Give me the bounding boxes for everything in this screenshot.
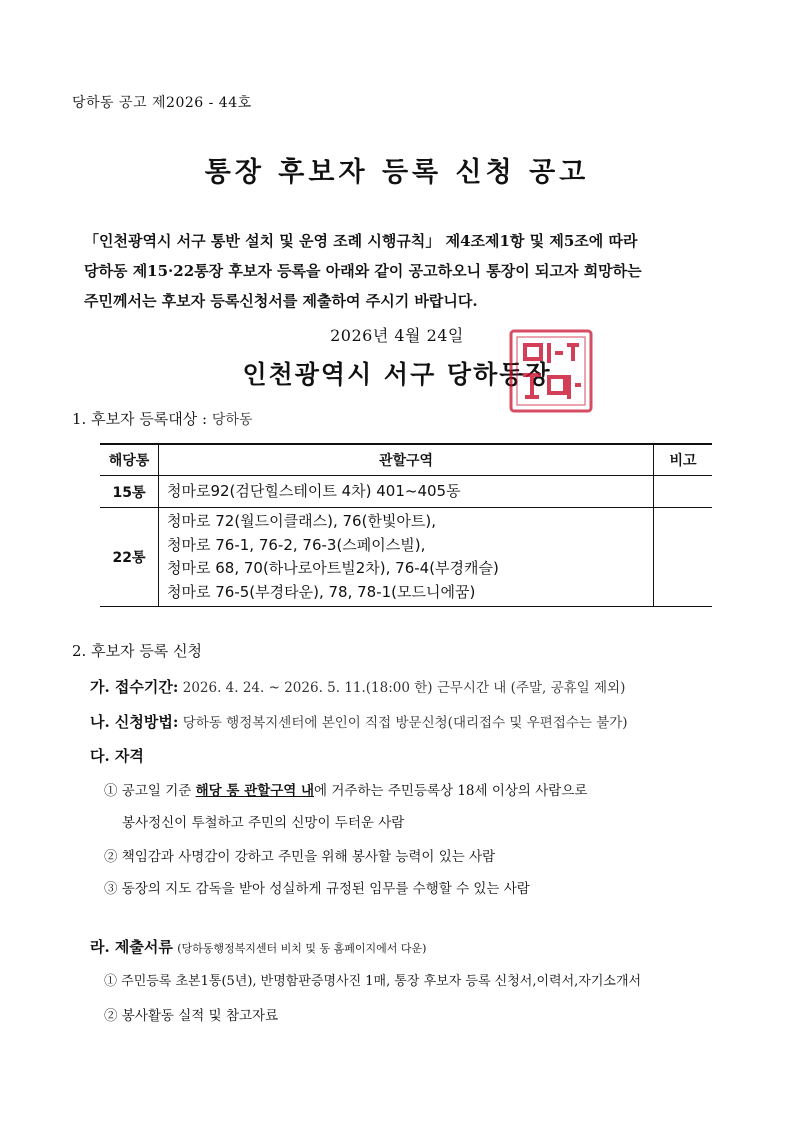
qualification-1-underline: 해당 통 관할구역 내: [195, 783, 315, 799]
intro-line-3: 주민께서는 후보자 등록신청서를 제출하여 주시기 바랍니다.: [84, 292, 478, 310]
note-cell: [654, 508, 713, 607]
area-line: 청마로 76-1, 76-2, 76-3(스페이스빌),: [167, 535, 426, 554]
official-seal-stamp: [505, 325, 597, 417]
intro-paragraph: [84, 226, 724, 316]
documents-label: 라. 제출서류: [90, 938, 173, 956]
qualification-1-pre: ① 공고일 기준: [104, 783, 196, 799]
documents-heading: [90, 936, 426, 957]
qualification-heading: [90, 745, 144, 766]
qualification-item-3: ③ 동장의 지도 감독을 받아 성실하게 규정된 임무를 수행할 수 있는 사람: [104, 881, 530, 897]
documents-item-2: ② 봉사활동 실적 및 참고자료: [104, 1008, 279, 1024]
section-1-value: 당하동: [211, 412, 253, 428]
area-line: 청마로 76-5(부경타운), 78, 78-1(모드니에꿈): [167, 582, 476, 601]
notice-date: 2026년 4월 24일: [330, 326, 464, 345]
notice-number: 당하동 공고 제2026 - 44호: [72, 95, 252, 111]
qualification-item-2: ② 책임감과 사명감이 강하고 주민을 위해 봉사할 능력이 있는 사람: [104, 849, 496, 865]
reception-period-label: 가. 접수기간:: [90, 678, 179, 696]
tong-cell: 15통: [100, 476, 159, 508]
area-line: 청마로92(검단힐스테이트 4차) 401~405동: [167, 481, 461, 500]
jurisdiction-table: [100, 443, 712, 607]
tong-cell: 22통: [100, 508, 159, 607]
table-row: [100, 476, 712, 508]
table-row: [100, 508, 712, 607]
intro-line-1: 「인천광역시 서구 통반 설치 및 운영 조례 시행규칙」 제4조제1항 및 제5조에 따라: [84, 232, 638, 250]
application-method-text: 당하동 행정복지센터에 본인이 직접 방문신청(대리접수 및 우편접수는 불가): [182, 715, 628, 731]
qualification-1-post: 에 거주하는 주민등록상 18세 이상의 사람으로: [314, 783, 588, 799]
table-header-row: [100, 444, 712, 476]
section-2-heading: 2. 후보자 등록 신청: [72, 642, 203, 660]
note-cell: [654, 476, 713, 508]
application-method: [90, 711, 628, 732]
issuer-name: 인천광역시 서구 당하동장: [242, 360, 552, 389]
header-tong: 해당통: [100, 444, 159, 476]
intro-line-2: 당하동 제15·22통장 후보자 등록을 아래와 같이 공고하오니 통장이 되고자 희망하는: [84, 262, 642, 280]
area-cell: [159, 476, 654, 508]
qualification-label: 다. 자격: [90, 747, 144, 765]
qualification-item-1-cont: 봉사정신이 투철하고 주민의 신망이 두터운 사람: [122, 815, 405, 831]
documents-item-1: ① 주민등록 초본1통(5년), 반명함판증명사진 1매, 통장 후보자 등록 신청서,이력서,자기소개서: [104, 974, 642, 989]
documents-note: (당하동행정복지센터 비치 및 동 홈페이지에서 다운): [177, 942, 427, 955]
reception-period-text: 2026. 4. 24. ~ 2026. 5. 11.(18:00 한) 근무시간 내 (주말, 공휴일 제외): [182, 680, 626, 696]
section-1-heading: [72, 408, 252, 429]
page-title: 통장 후보자 등록 신청 공고: [204, 157, 590, 188]
area-cell: [159, 508, 654, 607]
section-1-label: 1. 후보자 등록대상 :: [72, 410, 208, 428]
header-area: 관할구역: [159, 444, 654, 476]
area-line: 청마로 72(월드이클래스), 76(한빛아트),: [167, 512, 437, 530]
header-note: 비고: [654, 444, 713, 476]
qualification-item-1: [104, 779, 587, 799]
area-line: 청마로 68, 70(하나로아트빌2차), 76-4(부경캐슬): [167, 559, 499, 577]
reception-period: [90, 676, 625, 697]
application-method-label: 나. 신청방법:: [90, 713, 179, 731]
